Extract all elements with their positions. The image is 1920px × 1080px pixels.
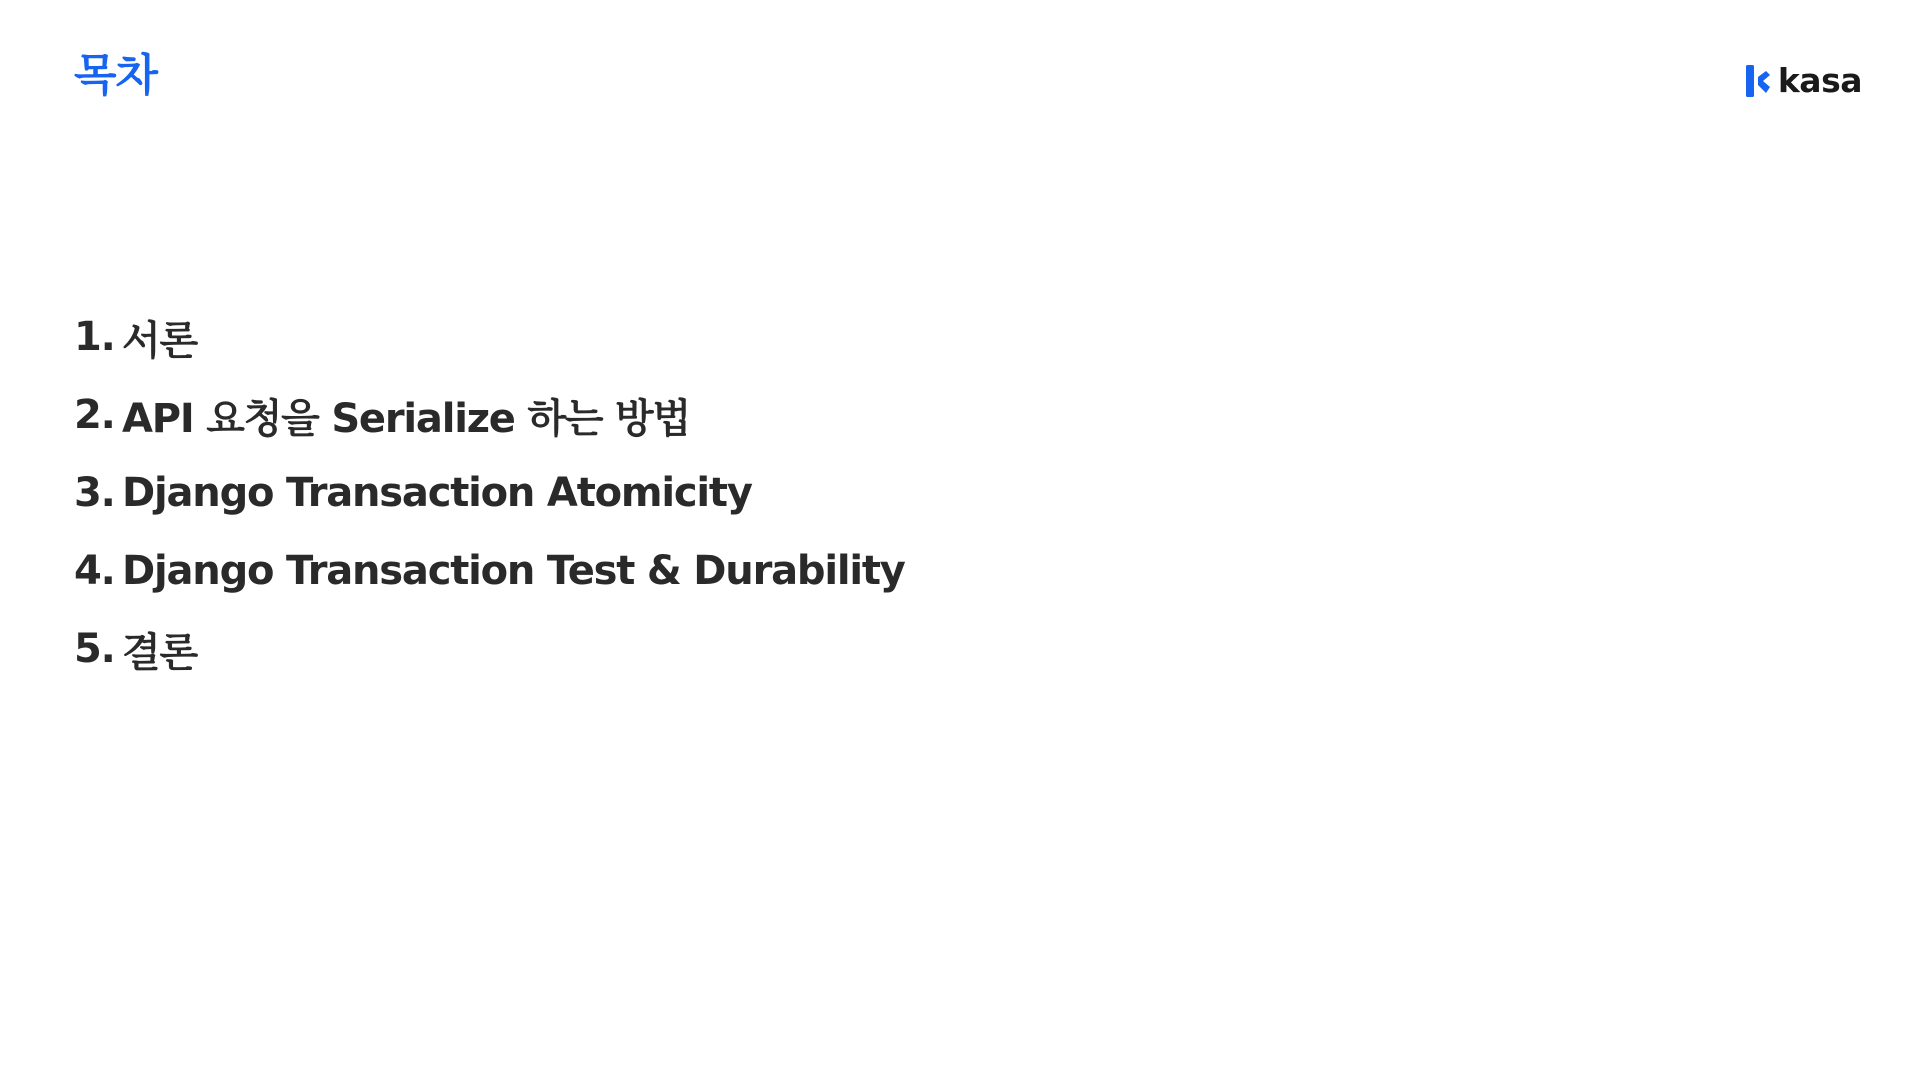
toc-item-label: Django Transaction Atomicity xyxy=(122,470,752,516)
logo-chevron xyxy=(1758,71,1770,93)
toc-item xyxy=(74,532,905,610)
toc-item-label: Django Transaction Test & Durability xyxy=(122,548,905,594)
toc-item-number: 2. xyxy=(74,392,115,438)
toc-item-number: 1. xyxy=(74,314,115,360)
toc-item-number: 3. xyxy=(74,470,115,516)
logo-bar xyxy=(1746,65,1754,97)
toc-item-label: API 요청을 Serialize 하는 방법 xyxy=(122,395,690,442)
toc-item-label: 결론 xyxy=(122,629,197,676)
slide-title: 목차 xyxy=(74,50,158,101)
toc-item xyxy=(74,376,905,454)
toc-item-label: 서론 xyxy=(122,317,197,364)
table-of-contents xyxy=(74,298,905,688)
brand-name: kasa xyxy=(1777,61,1862,100)
toc-item xyxy=(74,610,905,688)
toc-item xyxy=(74,454,905,532)
toc-item-number: 4. xyxy=(74,548,115,594)
toc-item-number: 5. xyxy=(74,626,115,672)
brand-logo xyxy=(1746,61,1862,100)
kasa-logo-icon xyxy=(1746,65,1772,97)
toc-item xyxy=(74,298,905,376)
